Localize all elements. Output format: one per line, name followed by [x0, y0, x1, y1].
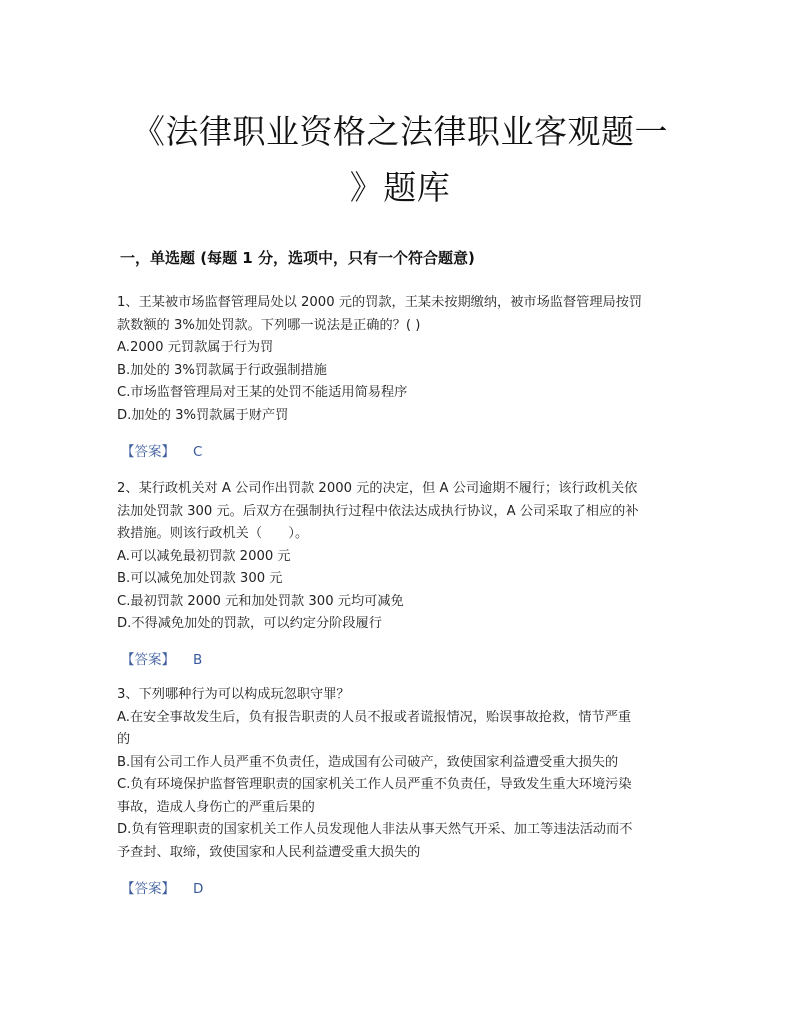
- question-3-option-d-line-1: D.负有管理职责的国家机关工作人员发现他人非法从事天然气开采、加工等违法活动而不: [117, 822, 633, 837]
- question-2-option-d: D.不得减免加处的罚款，可以约定分阶段履行: [117, 616, 382, 631]
- question-3: [117, 684, 687, 864]
- section-heading: 一，单选题 (每题 1 分，选项中，只有一个符合题意): [120, 249, 475, 267]
- document-title: [100, 104, 700, 216]
- document-title-line-2: 》题库: [349, 168, 451, 207]
- question-3-option-a-line-1: A.在安全事故发生后，负有报告职责的人员不报或者谎报情况，贻误事故抢救，情节严重: [117, 709, 632, 725]
- question-2-option-c: C.最初罚款 2000 元和加处罚款 300 元均可减免: [117, 593, 404, 609]
- question-1: [117, 292, 687, 427]
- question-1-option-a: A.2000 元罚款属于行为罚: [117, 340, 274, 355]
- question-3-option-c-line-1: C.负有环境保护监督管理职责的国家机关工作人员严重不负责任，导致发生重大环境污染: [117, 777, 632, 792]
- question-3-answer: [121, 878, 203, 900]
- question-1-option-c: C.市场监督管理局对王某的处罚不能适用简易程序: [117, 385, 408, 400]
- question-3-option-c-line-2: 事故，造成人身伤亡的严重后果的: [117, 799, 315, 815]
- question-3-option-a-line-2: 的: [117, 732, 131, 747]
- question-1-stem-line-1: 1、王某被市场监督管理局处以 2000 元的罚款，王某未按期缴纳，被市场监督管理局按罚: [117, 295, 643, 310]
- question-2-option-a: A.可以减免最初罚款 2000 元: [117, 548, 291, 564]
- answer-value: B: [193, 652, 203, 668]
- question-1-stem-line-2: 款数额的 3%加处罚款。下列哪一说法是正确的？( ): [117, 317, 421, 333]
- document-title-line-1: 《法律职业资格之法律职业客观题一: [132, 112, 668, 151]
- question-2-stem-line-1: 2、某行政机关对 A 公司作出罚款 2000 元的决定，但 A 公司逾期不履行；该行政机关依: [117, 481, 638, 496]
- answer-value: C: [193, 444, 203, 460]
- answer-label: 【答案】: [121, 652, 175, 668]
- question-3-stem-line-1: 3、下列哪种行为可以构成玩忽职守罪？: [117, 687, 350, 702]
- question-2-stem-line-3: 救措施。则该行政机关（ ）。: [117, 526, 309, 541]
- question-3-option-b: B.国有公司工作人员严重不负责任，造成国有公司破产，致使国家利益遭受重大损失的: [117, 754, 619, 770]
- question-2: [117, 478, 687, 636]
- question-2-answer: [121, 649, 202, 671]
- question-2-option-b: B.可以减免加处罚款 300 元: [117, 571, 283, 586]
- question-1-answer: [121, 441, 202, 463]
- question-1-option-d: D.加处的 3%罚款属于财产罚: [117, 407, 289, 423]
- question-1-option-b: B.加处的 3%罚款属于行政强制措施: [117, 362, 327, 378]
- question-3-option-d-line-2: 予查封、取缔，致使国家和人民利益遭受重大损失的: [117, 844, 421, 860]
- question-2-stem-line-2: 法加处罚款 300 元。后双方在强制执行过程中依法达成执行协议，A 公司采取了相应的补: [117, 503, 639, 519]
- answer-label: 【答案】: [121, 881, 175, 897]
- answer-label: 【答案】: [121, 444, 175, 460]
- answer-value: D: [193, 881, 204, 897]
